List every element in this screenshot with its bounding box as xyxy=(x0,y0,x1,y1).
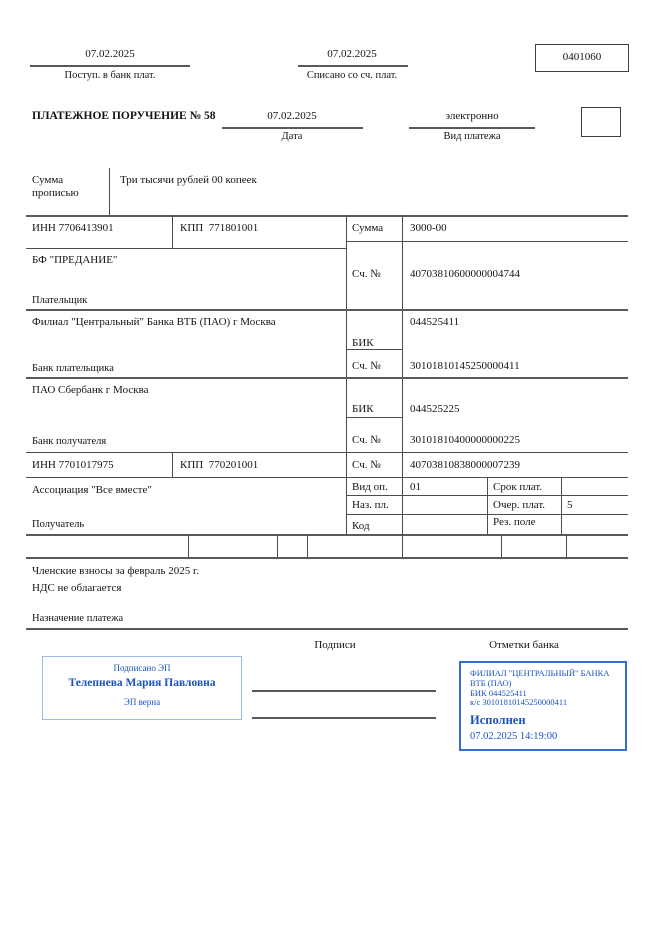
signature-stamp-name: Телепнева Мария Павловна xyxy=(68,677,216,689)
status-field-box xyxy=(581,107,621,137)
signatures-label: Подписи xyxy=(314,639,356,651)
debited-date: 07.02.2025 xyxy=(327,48,377,60)
receiver-inn: ИНН 7701017975 xyxy=(32,459,114,471)
divider xyxy=(188,534,189,557)
purpose-line-1: Членские взносы за февраль 2025 г. xyxy=(32,565,200,577)
divider xyxy=(298,65,408,67)
payer-bank-bik-label: БИК xyxy=(352,337,374,349)
signature-stamp-line1: Подписано ЭП xyxy=(113,663,171,673)
divider xyxy=(501,534,502,557)
sum-value: 3000-00 xyxy=(410,222,447,234)
bank-stamp-line1: ФИЛИАЛ "ЦЕНТРАЛЬНЫЙ" БАНКА xyxy=(470,668,610,678)
receiver-label: Получатель xyxy=(32,519,85,530)
amount-words: Три тысячи рублей 00 копеек xyxy=(120,174,257,186)
receiver-bank-account-label: Сч. № xyxy=(352,434,381,446)
receiver-name: Ассоциация "Все вместе" xyxy=(32,484,152,496)
divider xyxy=(346,495,628,496)
receiver-account-label: Сч. № xyxy=(352,459,381,471)
bank-stamp xyxy=(459,661,627,751)
amount-words-label: Сумма прописью xyxy=(32,174,79,199)
form-code-box xyxy=(535,44,629,72)
bank-stamp-line4: к/с 30101810145250000411 xyxy=(470,697,568,708)
divider xyxy=(172,452,173,477)
payer-account-label: Сч. № xyxy=(352,268,381,280)
queue-label: Очер. плат. xyxy=(493,499,546,511)
payer-label: Плательщик xyxy=(32,295,88,306)
payer-bank-account-label: Сч. № xyxy=(352,360,381,372)
divider xyxy=(346,514,628,515)
bank-stamp-status: Исполнен xyxy=(470,713,526,728)
receiver-account: 40703810838000007239 xyxy=(410,459,520,471)
pay-term-label: Срок плат. xyxy=(493,481,543,493)
divider xyxy=(26,248,346,249)
bank-marks-label: Отметки банка xyxy=(489,639,559,651)
reserve-field-label: Рез. поле xyxy=(493,516,536,528)
payer-bank-account: 30101810145250000411 xyxy=(410,360,520,372)
sum-label: Сумма xyxy=(352,222,384,234)
payer-name: БФ "ПРЕДАНИЕ" xyxy=(32,254,118,266)
payer-bank-name: Филиал "Центральный" Банка ВТБ (ПАО) г Москва xyxy=(32,316,276,328)
divider xyxy=(26,452,628,453)
received-date-label: Поступ. в банк плат. xyxy=(64,70,156,81)
signature-line xyxy=(252,690,436,692)
receiver-bank-name: ПАО Сбербанк г Москва xyxy=(32,384,149,396)
divider xyxy=(26,377,628,379)
bank-stamp-line3: БИК 044525411 xyxy=(470,687,527,698)
payer-inn: ИНН 7706413901 xyxy=(32,222,114,234)
divider xyxy=(26,557,628,559)
divider xyxy=(222,127,363,129)
payment-kind-label: Вид платежа xyxy=(443,131,501,142)
payer-bank-bik: 044525411 xyxy=(410,316,460,328)
divider xyxy=(307,534,308,557)
divider xyxy=(346,417,402,418)
bank-stamp-line2: ВТБ (ПАО) xyxy=(470,677,512,688)
bank-stamp-datetime: 07.02.2025 14:19:00 xyxy=(470,731,558,743)
divider xyxy=(561,477,562,534)
divider xyxy=(172,215,173,248)
receiver-bank-label: Банк получателя xyxy=(32,436,107,447)
receiver-kpp: КПП 770201001 xyxy=(180,459,259,471)
divider xyxy=(26,534,628,536)
debited-date-label: Списано со сч. плат. xyxy=(306,70,398,81)
purpose-line-2: НДС не облагается xyxy=(32,582,122,594)
purpose-code-label: Наз. пл. xyxy=(352,499,389,511)
op-type-value: 01 xyxy=(410,481,421,493)
purpose-label: Назначение платежа xyxy=(32,613,124,624)
received-date: 07.02.2025 xyxy=(85,48,135,60)
document-title: ПЛАТЕЖНОЕ ПОРУЧЕНИЕ № 58 xyxy=(32,110,216,122)
divider xyxy=(487,477,488,534)
divider xyxy=(402,215,403,534)
receiver-bank-bik: 044525225 xyxy=(410,403,460,415)
payer-kpp: КПП 771801001 xyxy=(180,222,259,234)
divider xyxy=(346,215,347,534)
signature-line xyxy=(252,717,436,719)
divider xyxy=(277,534,278,557)
receiver-bank-bik-label: БИК xyxy=(352,403,374,415)
divider xyxy=(346,241,628,242)
payment-kind: электронно xyxy=(445,110,499,122)
divider xyxy=(26,477,628,478)
form-code: 0401060 xyxy=(562,51,602,63)
divider xyxy=(109,168,110,215)
divider xyxy=(402,534,403,557)
op-type-label: Вид оп. xyxy=(352,481,388,493)
divider xyxy=(26,309,628,311)
divider xyxy=(409,127,535,129)
signature-stamp xyxy=(42,656,242,720)
divider xyxy=(26,628,628,630)
receiver-bank-account: 30101810400000000225 xyxy=(410,434,520,446)
document-date: 07.02.2025 xyxy=(267,110,317,122)
date-label: Дата xyxy=(281,131,303,142)
divider xyxy=(566,534,567,557)
code-label: Код xyxy=(352,520,370,532)
divider xyxy=(30,65,190,67)
payer-account: 40703810600000004744 xyxy=(410,268,520,280)
queue-value: 5 xyxy=(567,499,573,511)
signature-stamp-line3: ЭП верна xyxy=(123,697,161,707)
divider xyxy=(26,215,628,217)
payer-bank-label: Банк плательщика xyxy=(32,363,114,374)
divider xyxy=(346,349,402,350)
